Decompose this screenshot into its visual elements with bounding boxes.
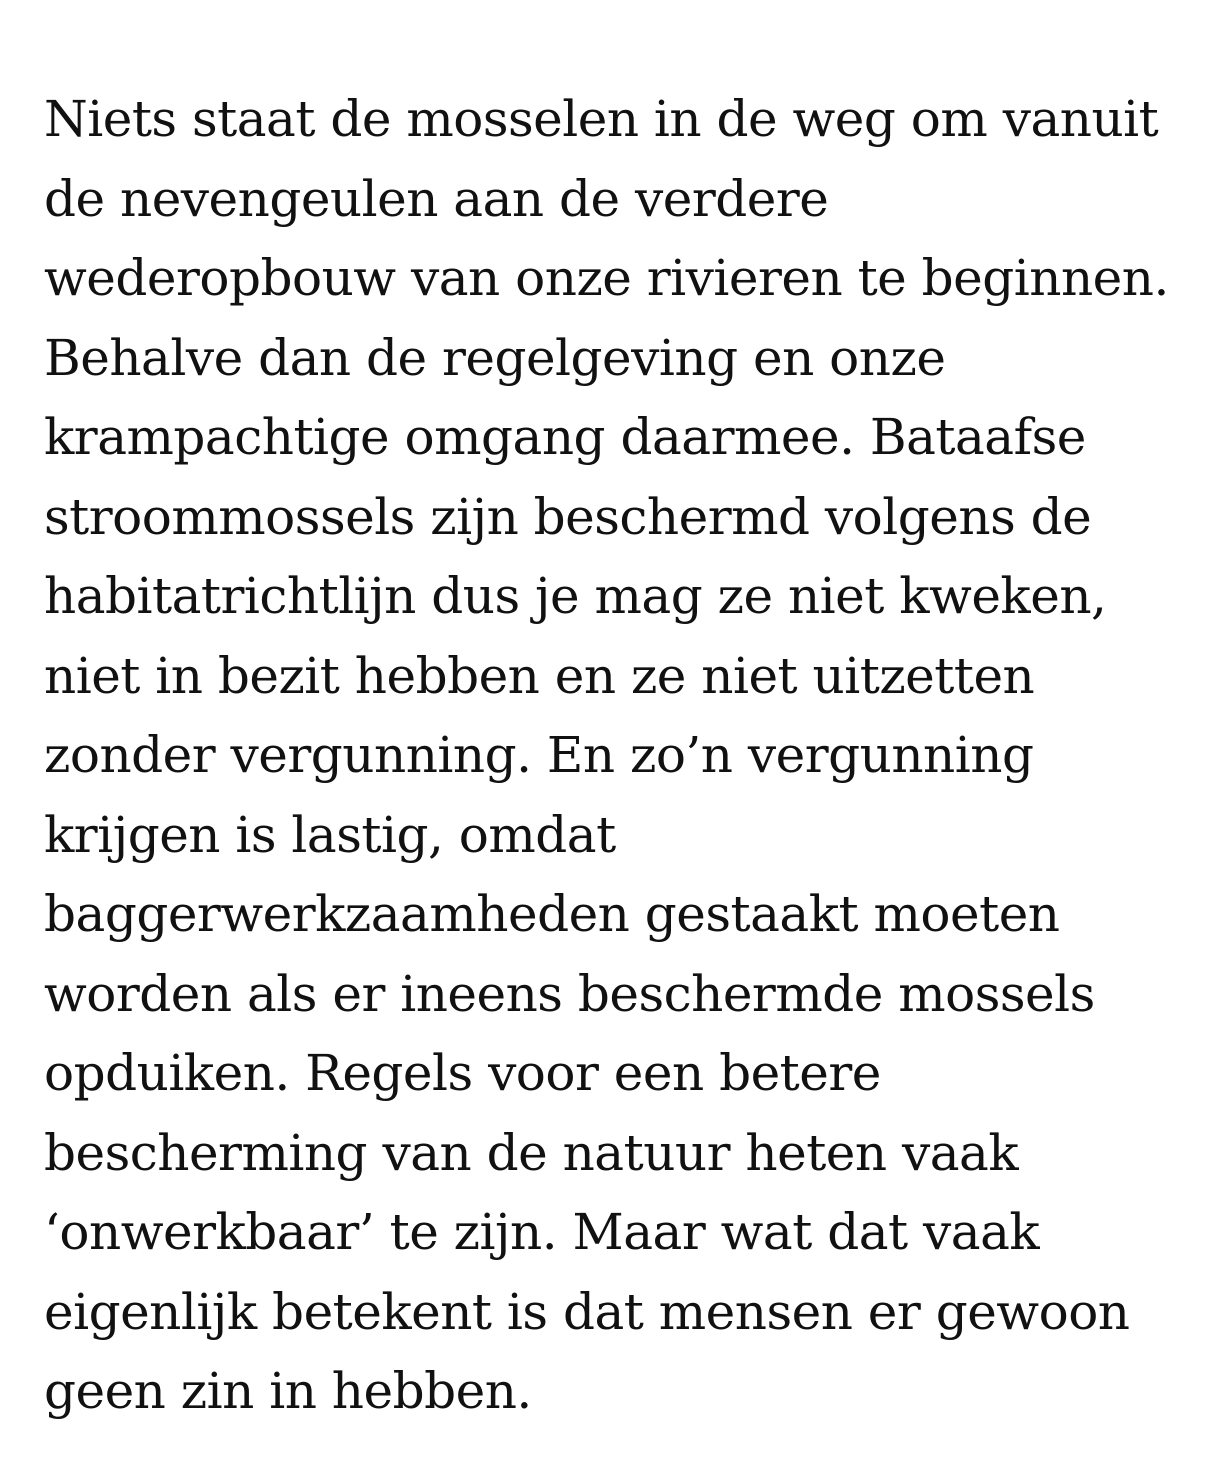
paragraph-line: habitatrichtlijn dus je mag ze niet kweken, <box>44 567 1107 625</box>
paragraph-line: worden als er ineens beschermde mossels <box>44 964 1095 1023</box>
paragraph-line: baggerwerkzaamheden gestaakt moeten <box>44 885 1060 943</box>
paragraph-line: Behalve dan de regelgeving en onze <box>44 328 946 387</box>
paragraph-line: wederopbouw van onze rivieren te beginnen. <box>44 249 1169 307</box>
paragraph-line: krampachtige omgang daarmee. Bataafse <box>44 408 1086 466</box>
paragraph-line: niet in bezit hebben en ze niet uitzetten <box>44 646 1035 705</box>
article-paragraph <box>44 80 1194 1432</box>
paragraph-line: opduiken. Regels voor een betere <box>44 1044 881 1102</box>
article-body <box>44 80 1194 1432</box>
paragraph-line: ‘onwerkbaar’ te zijn. Maar wat dat vaak <box>44 1203 1040 1261</box>
paragraph-line: zonder vergunning. En zo’n vergunning <box>44 726 1034 784</box>
paragraph-line: bescherming van de natuur heten vaak <box>44 1123 1019 1182</box>
paragraph-line: de nevengeulen aan de verdere <box>44 169 829 228</box>
paragraph-line: Niets staat de mosselen in de weg om vanuit <box>44 90 1159 148</box>
paragraph-line: eigenlijk betekent is dat mensen er gewoon <box>44 1282 1130 1341</box>
paragraph-line: stroommossels zijn beschermd volgens de <box>44 487 1092 546</box>
paragraph-line: krijgen is lastig, omdat <box>44 805 616 864</box>
paragraph-line: geen zin in hebben. <box>44 1362 532 1420</box>
